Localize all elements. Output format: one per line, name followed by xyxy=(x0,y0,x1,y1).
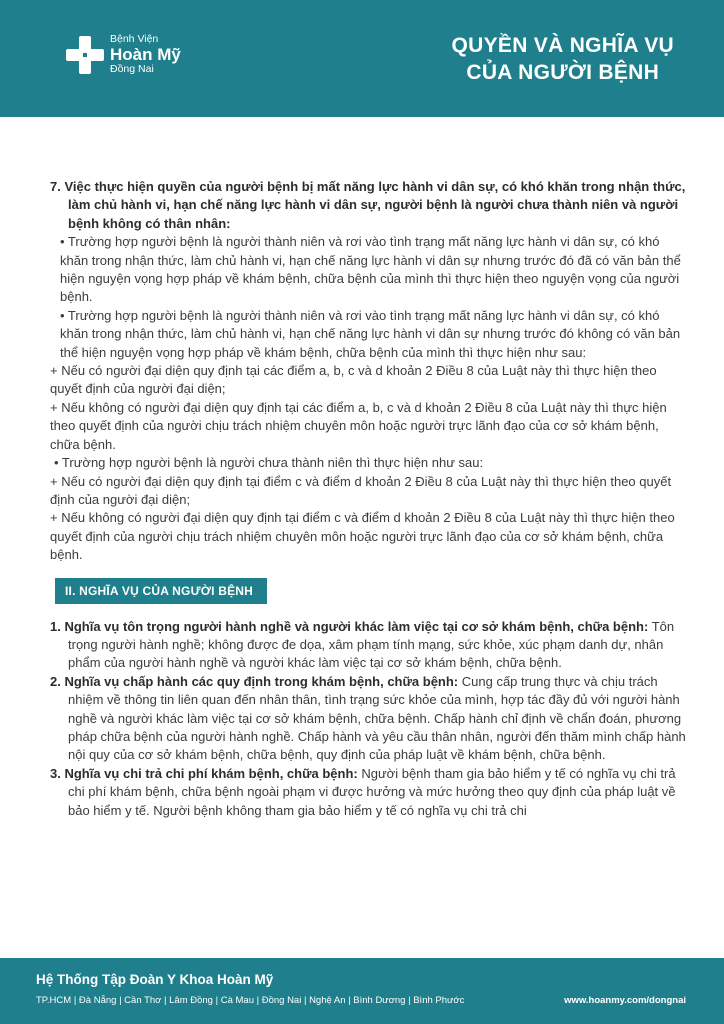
logo-text xyxy=(110,34,181,74)
item7-plus-4: + Nếu không có người đại diện quy định tại điểm c và điểm d khoản 2 Điều 8 của Luật này thì thực hiện theo quyết định của người chịu trách nhiệm chuyên môn hoặc người trực lãnh đạo của cơ sở khám bệnh, chữa bệnh. xyxy=(50,510,675,563)
logo-line3: Đồng Nai xyxy=(110,62,154,75)
obligation-2-title: 2. Nghĩa vụ chấp hành các quy định trong khám bệnh, chữa bệnh: xyxy=(50,673,459,689)
obligation-3-text: Người bệnh tham gia bảo hiểm y tế có nghĩa vụ chi trả chi phí khám bệnh, chữa bệnh ngoài phạm vi được hưởng và mức hưởng theo quy định của pháp luật về bảo hiểm y tế. Người bệnh không tham gia bảo hiểm y tế có nghĩa vụ chi trả chi xyxy=(68,765,676,818)
item7-bullet-2: • Trường hợp người bệnh là người thành niên và rơi vào tình trạng mất năng lực hành vi dân sự, có khó khăn trong nhận thức, làm chủ hành vi, hạn chế năng lực hành vi dân sự nhưng trước đó không có văn bản thể hiện nguyện vọng hợp pháp về khám bệnh, chữa bệnh của mình thì thực hiện như sau: xyxy=(60,307,681,360)
page-title xyxy=(451,32,674,86)
item7-bullet-1: • Trường hợp người bệnh là người thành niên và rơi vào tình trạng mất năng lực hành vi dân sự, có khó khăn trong nhận thức, làm chủ hành vi, hạn chế năng lực hành vi dân sự nhưng trước đó đã có văn bản thể hiện nguyện vọng hợp pháp về khám bệnh, chữa bệnh của mình thì thực hiện theo nguyện vọng của người bệnh. xyxy=(60,234,681,305)
item7-plus-2: + Nếu không có người đại diện quy định tại các điểm a, b, c và d khoản 2 Điều 8 của Luật này thì thực hiện theo quyết định của người chịu trách nhiệm chuyên môn hoặc người trực lãnh đạo của cơ sở khám bệnh, chữa bệnh. xyxy=(50,399,667,452)
obligation-3-title: 3. Nghĩa vụ chi trả chi phí khám bệnh, chữa bệnh: xyxy=(50,765,358,781)
item7-bullet-3: • Trường hợp người bệnh là người chưa thành niên thì thực hiện như sau: xyxy=(54,455,484,471)
page-header xyxy=(0,0,724,117)
footer-title: Hệ Thống Tập Đoàn Y Khoa Hoàn Mỹ xyxy=(36,972,274,987)
obligation-2 xyxy=(50,673,686,765)
obligation-2-text: Cung cấp trung thực và chịu trách nhiệm về thông tin liên quan đến nhân thân, tình trạng sức khỏe của mình, hợp tác đầy đủ với người hành nghề và người khác làm việc tại cơ sở khám bệnh, chữa bệnh. Chấp hành chỉ định về chẩn đoán, phương pháp chữa bệnh của người hành nghề. Chấp hành và yêu cầu thân nhân, người đến thăm mình chấp hành nội quy của cơ sở khám bệnh, chữa bệnh, quy định của pháp luật về khám bệnh, chữa bệnh. xyxy=(68,673,686,763)
obligation-1-text: Tôn trọng người hành nghề; không được đe dọa, xâm phạm tính mạng, sức khỏe, xúc phạm danh dự, nhân phẩm của người hành nghề và người khác làm việc tại cơ sở khám bệnh, chữa bệnh. xyxy=(68,618,675,671)
item7-plus-3: + Nếu có người đại diện quy định tại điểm c và điểm d khoản 2 Điều 8 của Luật này thì thực hiện theo quyết định của người đại diện; xyxy=(50,473,672,507)
title-line2: CỦA NGƯỜI BỆNH xyxy=(466,61,660,84)
medical-cross-icon xyxy=(66,36,104,74)
obligation-1-title: 1. Nghĩa vụ tôn trọng người hành nghề và người khác làm việc tại cơ sở khám bệnh, chữa bệnh: xyxy=(50,618,649,634)
obligation-3 xyxy=(50,765,686,820)
footer-website-link[interactable]: www.hoanmy.com/dongnai xyxy=(564,995,686,1006)
item7-plus-1: + Nếu có người đại diện quy định tại các điểm a, b, c và d khoản 2 Điều 8 của Luật này thì thực hiện theo quyết định của người đại diện; xyxy=(50,363,657,397)
item7-heading: 7. Việc thực hiện quyền của người bệnh bị mất năng lực hành vi dân sự, có khó khăn trong nhận thức, làm chủ hành vi, hạn chế năng lực hành vi dân sự, người bệnh là người chưa thành niên và người bệnh không có thân nhân: xyxy=(50,179,686,231)
logo-line1: Bệnh Viện xyxy=(110,33,159,45)
hospital-logo xyxy=(66,34,181,80)
footer-cities: TP.HCM | Đà Nẵng | Cần Thơ | Lâm Đồng | Cà Mau | Đồng Nai | Nghệ An | Bình Dương | Bình Phước xyxy=(36,995,465,1006)
document-body xyxy=(50,178,686,820)
obligation-1 xyxy=(50,618,686,673)
logo-line2: Hoàn Mỹ xyxy=(110,44,181,64)
title-line1: QUYỀN VÀ NGHĨA VỤ xyxy=(451,34,674,57)
page-footer xyxy=(0,958,724,1024)
section-heading: II. NGHĨA VỤ CỦA NGƯỜI BỆNH xyxy=(55,578,267,604)
